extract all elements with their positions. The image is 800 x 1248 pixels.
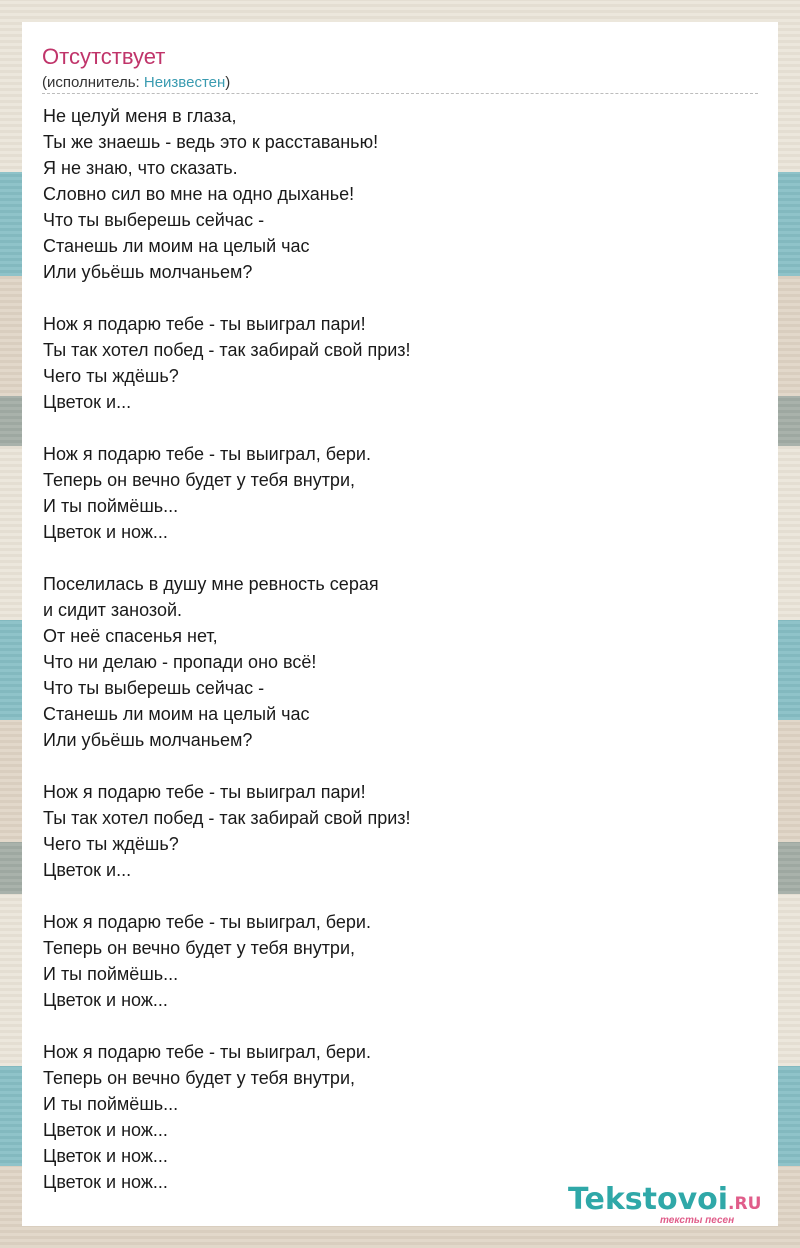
lyric-line: Теперь он вечно будет у тебя внутри, [43, 938, 356, 958]
logo-name: Tekstovoi [568, 1182, 729, 1217]
lyric-line: Теперь он вечно будет у тебя внутри, [43, 1068, 356, 1088]
lyric-line: Словно сил во мне на одно дыханье! [43, 184, 355, 204]
lyrics-text [43, 103, 743, 1195]
lyric-line: Теперь он вечно будет у тебя внутри, [43, 470, 356, 490]
lyric-line: Нож я подарю тебе - ты выиграл, бери. [43, 912, 371, 932]
lyrics-card [22, 22, 778, 1226]
site-logo[interactable] [568, 1183, 778, 1228]
stanza-gap [43, 285, 743, 311]
lyric-line: Что ни делаю - пропади оно всё! [43, 652, 317, 672]
lyric-line: и сидит занозой. [43, 600, 183, 620]
lyric-line: Нож я подарю тебе - ты выиграл пари! [43, 782, 366, 802]
lyric-line: Поселилась в душу мне ревность серая [43, 574, 379, 594]
lyric-line: Ты так хотел побед - так забирай свой приз! [43, 808, 411, 828]
song-title: Отсутствует [42, 44, 166, 69]
artist-close: ) [225, 74, 231, 91]
lyric-line: Чего ты ждёшь? [43, 366, 179, 386]
lyric-line: Станешь ли моим на целый час [43, 236, 310, 256]
stanza-gap [43, 1013, 743, 1039]
stanza-gap [43, 753, 743, 779]
lyric-line: Или убьёшь молчаньем? [43, 730, 253, 750]
lyric-line: Цветок и нож... [43, 1146, 168, 1166]
artist-link[interactable]: Неизвестен [143, 74, 226, 91]
artist-line [42, 73, 230, 93]
lyric-line: Нож я подарю тебе - ты выиграл, бери. [43, 444, 371, 464]
lyric-line: Станешь ли моим на целый час [43, 704, 310, 724]
lyric-line: Цветок и нож... [43, 1120, 168, 1140]
lyric-line: Что ты выберешь сейчас - [43, 678, 265, 698]
lyric-line: Ты же знаешь - ведь это к расставанью! [43, 132, 379, 152]
lyric-line: Или убьёшь молчаньем? [43, 262, 253, 282]
lyric-line: Цветок и нож... [43, 1172, 168, 1192]
lyric-line: Я не знаю, что сказать. [43, 158, 238, 178]
lyric-line: Ты так хотел побед - так забирай свой приз! [43, 340, 411, 360]
lyric-line: И ты поймёшь... [43, 1094, 179, 1114]
stanza-gap [43, 883, 743, 909]
stanza-gap [43, 545, 743, 571]
lyric-line: Цветок и нож... [43, 990, 168, 1010]
lyric-line: Что ты выберешь сейчас - [43, 210, 265, 230]
lyric-line: Цветок и нож... [43, 522, 168, 542]
logo-tagline: тексты песен [660, 1215, 735, 1226]
lyric-line: От неё спасенья нет, [43, 626, 218, 646]
lyric-line: Чего ты ждёшь? [43, 834, 179, 854]
divider [42, 93, 758, 94]
lyric-line: Не целуй меня в глаза, [43, 106, 237, 126]
logo-tld: .RU [728, 1194, 762, 1214]
lyric-line: Цветок и... [43, 860, 132, 880]
lyric-line: Нож я подарю тебе - ты выиграл, бери. [43, 1042, 371, 1062]
stanza-gap [43, 415, 743, 441]
lyric-line: И ты поймёшь... [43, 496, 179, 516]
lyric-line: Цветок и... [43, 392, 132, 412]
lyric-line: И ты поймёшь... [43, 964, 179, 984]
lyric-line: Нож я подарю тебе - ты выиграл пари! [43, 314, 366, 334]
artist-label: (исполнитель: [42, 74, 144, 91]
